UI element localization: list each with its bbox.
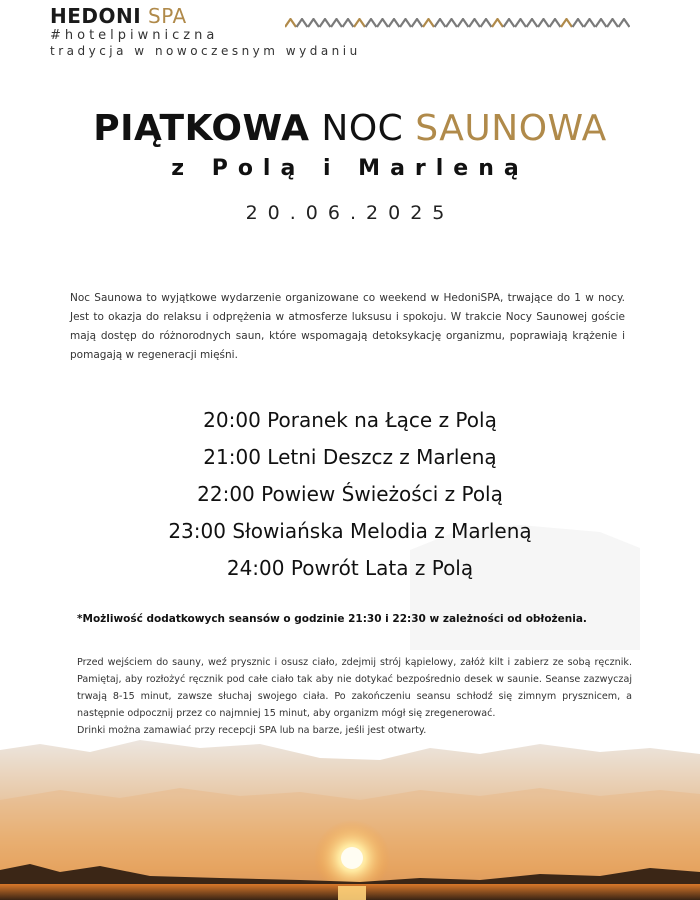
zigzag-segment bbox=[285, 19, 296, 27]
zigzag-segment bbox=[366, 19, 377, 27]
zigzag-segment bbox=[481, 19, 492, 27]
title-accent: SAUNOWA bbox=[415, 108, 607, 149]
brand-header bbox=[50, 4, 218, 43]
zigzag-segment bbox=[584, 19, 595, 27]
zigzag-segment bbox=[389, 19, 400, 27]
zigzag-segment bbox=[607, 19, 618, 27]
brand-accent: SPA bbox=[148, 4, 187, 28]
zigzag-segment bbox=[297, 19, 308, 27]
event-subtitle: z Polą i Marleną bbox=[171, 156, 529, 181]
zigzag-segment bbox=[320, 19, 331, 27]
zigzag-segment bbox=[423, 19, 434, 27]
sauna-schedule bbox=[0, 402, 700, 587]
brand-logo bbox=[50, 4, 218, 28]
schedule-item: 21:00 Letni Deszcz z Marleną bbox=[203, 445, 497, 469]
zigzag-segment bbox=[308, 19, 319, 27]
sunset-landscape-image bbox=[0, 730, 700, 900]
brand-tagline: tradycja w nowoczesnym wydaniu bbox=[50, 44, 361, 58]
schedule-item: 24:00 Powrót Lata z Polą bbox=[226, 556, 474, 580]
zigzag-segment bbox=[331, 19, 342, 27]
zigzag-segment bbox=[400, 19, 411, 27]
brand-main: HEDONI bbox=[50, 4, 142, 28]
title-bold: PIĄTKOWA bbox=[93, 108, 310, 149]
schedule-item: 22:00 Powiew Świeżości z Polą bbox=[197, 482, 503, 506]
zigzag-segment bbox=[619, 19, 630, 27]
zigzag-segment bbox=[538, 19, 549, 27]
sauna-rules-paragraph: Przed wejściem do sauny, weź prysznic i osusz ciało, zdejmij strój kąpielowy, załóż kilt i zabierz ze sobą ręcznik. Pamiętaj, aby rozłożyć ręcznik pod całe ciało tak aby nie dotykać bezpośrednio desek w saunie. Seanse zazwyczaj trwają 8-15 minut, zawsze słuchaj swojego ciała. Po zakończeniu seansu schłodź się zimnym prysznicem, a następnie odpocznij przez co najmniej 15 minut, aby organizm mógł się zregenerować. bbox=[77, 657, 632, 719]
decorative-zigzag-pattern bbox=[285, 18, 630, 28]
sauna-rules bbox=[77, 654, 632, 739]
zigzag-segment bbox=[412, 19, 423, 27]
intro-paragraph: Noc Saunowa to wyjątkowe wydarzenie organizowane co weekend w HedoniSPA, trwające do 1 w nocy. Jest to okazja do relaksu i odprężenia w atmosferze luksusu i spokoju. W trakcie Nocy Saunowej goście mają dostęp do różnorodnych saun, które wspomagają detoksykację organizmu, poprawiają krążenie i pomagają w regeneracji mięśni. bbox=[70, 292, 625, 361]
zigzag-segment bbox=[550, 19, 561, 27]
title-regular: NOC bbox=[321, 108, 404, 149]
zigzag-segment bbox=[573, 19, 584, 27]
zigzag-segment bbox=[435, 19, 446, 27]
zigzag-segment bbox=[354, 19, 365, 27]
zigzag-segment bbox=[377, 19, 388, 27]
zigzag-segment bbox=[515, 19, 526, 27]
zigzag-segment bbox=[343, 19, 354, 27]
event-title bbox=[0, 108, 700, 149]
brand-hashtag: #hotelpiwniczna bbox=[50, 28, 219, 43]
drinks-info: Drinki można zamawiać przy recepcji SPA lub na barze, jeśli jest otwarty. bbox=[77, 725, 427, 736]
zigzag-segment bbox=[492, 19, 503, 27]
event-date: 20.06.2025 bbox=[245, 202, 455, 224]
schedule-item: 23:00 Słowiańska Melodia z Marleną bbox=[168, 519, 532, 543]
additional-sessions-note: *Możliwość dodatkowych seansów o godzinie 21:30 i 22:30 w zależności od obłożenia. bbox=[77, 613, 587, 625]
zigzag-segment bbox=[458, 19, 469, 27]
zigzag-segment bbox=[527, 19, 538, 27]
zigzag-segment bbox=[561, 19, 572, 27]
zigzag-segment bbox=[469, 19, 480, 27]
zigzag-segment bbox=[446, 19, 457, 27]
schedule-item: 20:00 Poranek na Łące z Polą bbox=[203, 408, 497, 432]
zigzag-segment bbox=[596, 19, 607, 27]
zigzag-segment bbox=[504, 19, 515, 27]
